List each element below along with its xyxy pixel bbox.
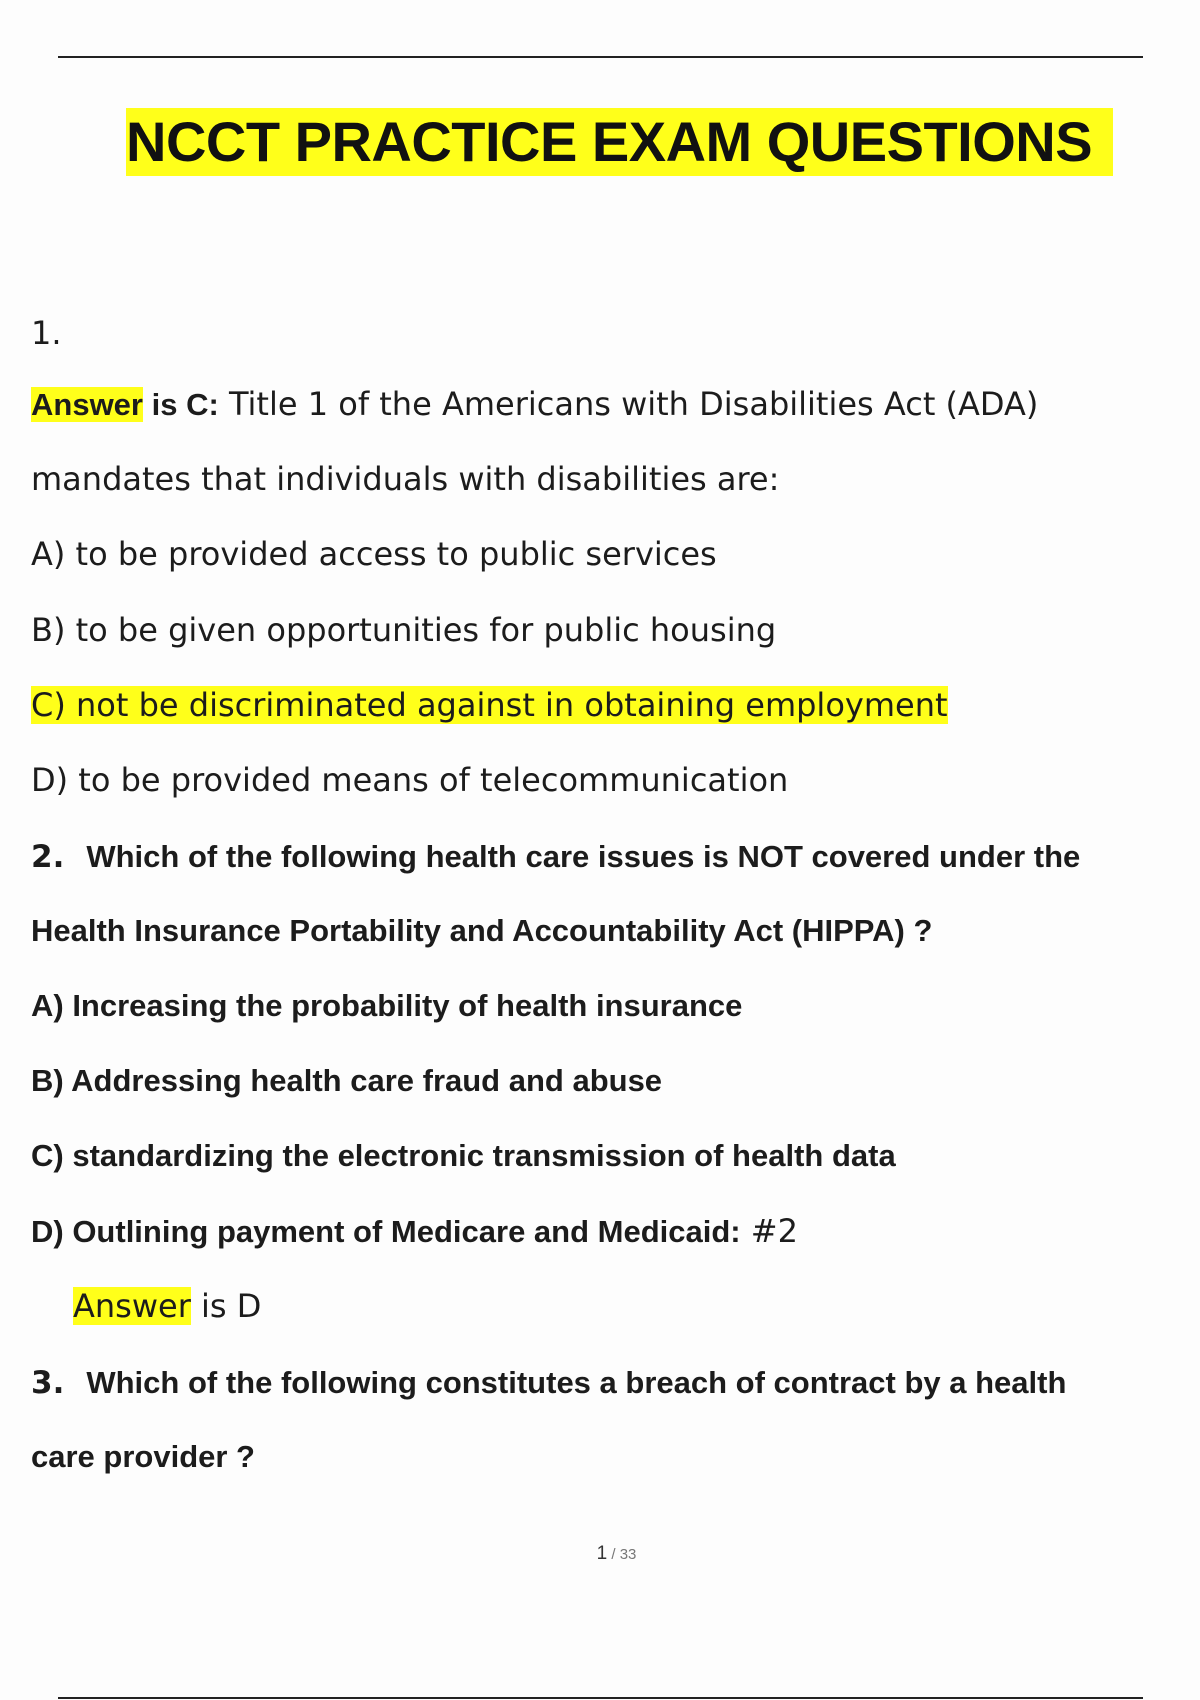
q1-stem-line1: Title 1 of the Americans with Disabilities Act (ADA) xyxy=(218,385,1039,423)
q1-option-c-text: C) not be discriminated against in obtaining employment xyxy=(31,686,948,724)
q2-stem-line1: Which of the following health care issues is NOT covered under the xyxy=(86,839,1081,874)
q2-stem-line2: Health Insurance Portability and Accountability Act (HIPPA) ? xyxy=(31,913,933,948)
q1-option-a: A) to be provided access to public services xyxy=(31,535,717,573)
q2-option-d-suffix: #2 xyxy=(740,1212,798,1250)
page-title: NCCT PRACTICE EXAM QUESTIONS xyxy=(126,108,1113,176)
bottom-rule xyxy=(58,1697,1143,1699)
q1-stem-line2: mandates that individuals with disabilities are: xyxy=(31,460,780,498)
q1-option-c-correct xyxy=(31,684,948,726)
q1-option-d: D) to be provided means of telecommunication xyxy=(31,761,789,799)
q2-option-c: C) standardizing the electronic transmission of health data xyxy=(31,1138,896,1173)
page-total: 33 xyxy=(619,1546,637,1563)
q2-option-b: B) Addressing health care fraud and abuse xyxy=(31,1063,663,1098)
q2-option-d: D) Outlining payment of Medicare and Medicaid: xyxy=(31,1214,741,1249)
page-separator: / xyxy=(607,1546,620,1563)
q3-stem-line1: Which of the following constitutes a breach of contract by a health xyxy=(86,1365,1067,1400)
page-number xyxy=(0,1543,1200,1565)
q2-number: 2. xyxy=(31,839,65,875)
top-rule xyxy=(58,56,1143,58)
q2-option-a: A) Increasing the probability of health insurance xyxy=(31,988,743,1023)
q1-answer-word: Answer xyxy=(31,387,143,422)
q2-answer-label: is D xyxy=(190,1287,262,1325)
q2-option-d-row xyxy=(31,1210,798,1253)
page-current: 1 xyxy=(596,1543,608,1564)
q3-stem-line1-row xyxy=(31,1361,1066,1404)
q2-stem-line1-row xyxy=(31,835,1080,878)
q2-answer-line xyxy=(73,1285,261,1327)
q1-answer-line xyxy=(31,383,1038,426)
q2-answer-word: Answer xyxy=(73,1287,191,1325)
q3-stem-line2: care provider ? xyxy=(31,1439,255,1474)
q3-number: 3. xyxy=(31,1365,65,1401)
q1-number: 1. xyxy=(31,314,62,352)
q1-option-b: B) to be given opportunities for public housing xyxy=(31,611,777,649)
q1-answer-label: is C: xyxy=(142,387,219,422)
